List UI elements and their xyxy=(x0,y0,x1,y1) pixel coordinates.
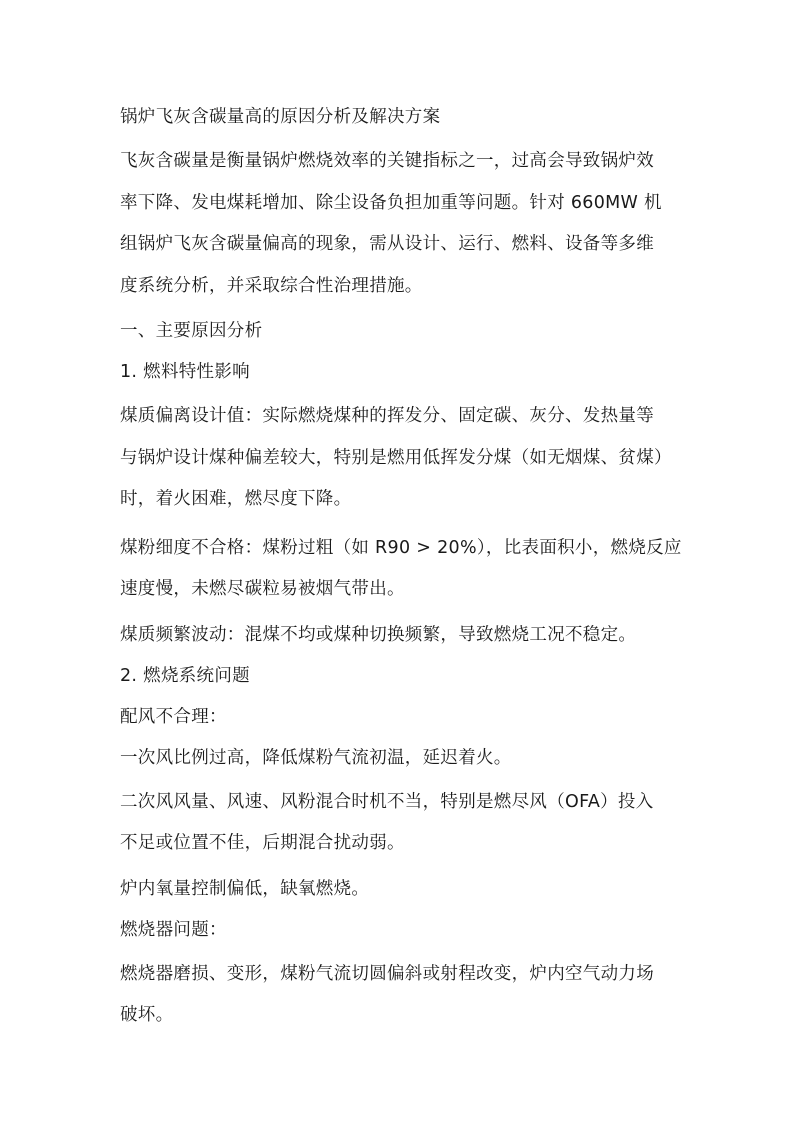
paragraph-line: 煤质偏离设计值：实际燃烧煤种的挥发分、固定碳、灰分、发热量等 xyxy=(120,406,654,426)
subsection-heading: 2. 燃烧系统问题 xyxy=(120,665,250,686)
section-heading: 一、主要原因分析 xyxy=(120,321,263,341)
burner-heading: 燃烧器问题： xyxy=(120,919,227,940)
document-title: 锅炉飞灰含碳量高的原因分析及解决方案 xyxy=(120,107,441,127)
paragraph-line: 破坏。 xyxy=(120,1005,174,1025)
oxygen-control-paragraph: 炉内氧量控制偏低，缺氧燃烧。 xyxy=(120,878,370,899)
coal-fluctuation-paragraph: 煤质频繁波动：混煤不均或煤种切换频繁，导致燃烧工况不稳定。 xyxy=(120,624,637,645)
paragraph-line: 速度慢，未燃尽碳粒易被烟气带出。 xyxy=(120,579,405,599)
subsection-heading: 1. 燃料特性影响 xyxy=(120,362,250,382)
paragraph-line: 燃烧器磨损、变形，煤粉气流切圆偏斜或射程改变，炉内空气动力场 xyxy=(120,963,654,984)
paragraph-line: 煤粉细度不合格：煤粉过粗（如 R90 > 20%），比表面积小，燃烧反应 xyxy=(120,537,682,558)
burner-wear-paragraph xyxy=(120,954,678,1037)
document-body xyxy=(120,100,682,1044)
intro-line: 度系统分析，并采取综合性治理措施。 xyxy=(120,275,423,296)
intro-line: 组锅炉飞灰含碳量偏高的现象，需从设计、运行、燃料、设备等多维 xyxy=(120,234,654,254)
intro-line: 率下降、发电煤耗增加、除尘设备负担加重等问题。针对 660MW 机 xyxy=(120,192,662,213)
air-distribution-heading: 配风不合理： xyxy=(120,706,227,727)
intro-line: 飞灰含碳量是衡量锅炉燃烧效率的关键指标之一，过高会导致锅炉效 xyxy=(120,151,654,171)
secondary-air-paragraph xyxy=(120,782,678,865)
paragraph-line: 时，着火困难，燃尽度下降。 xyxy=(120,489,352,509)
coal-fineness-paragraph xyxy=(120,528,682,611)
coal-quality-deviation-paragraph xyxy=(120,396,678,521)
intro-paragraph xyxy=(120,141,678,307)
paragraph-line: 与锅炉设计煤种偏差较大，特别是燃用低挥发分煤（如无烟煤、贫煤） xyxy=(120,447,672,468)
paragraph-line: 不足或位置不佳，后期混合扰动弱。 xyxy=(120,833,405,853)
paragraph-line: 二次风风量、风速、风粉混合时机不当，特别是燃尽风（OFA）投入 xyxy=(120,791,654,812)
primary-air-paragraph: 一次风比例过高，降低煤粉气流初温，延迟着火。 xyxy=(120,747,512,768)
